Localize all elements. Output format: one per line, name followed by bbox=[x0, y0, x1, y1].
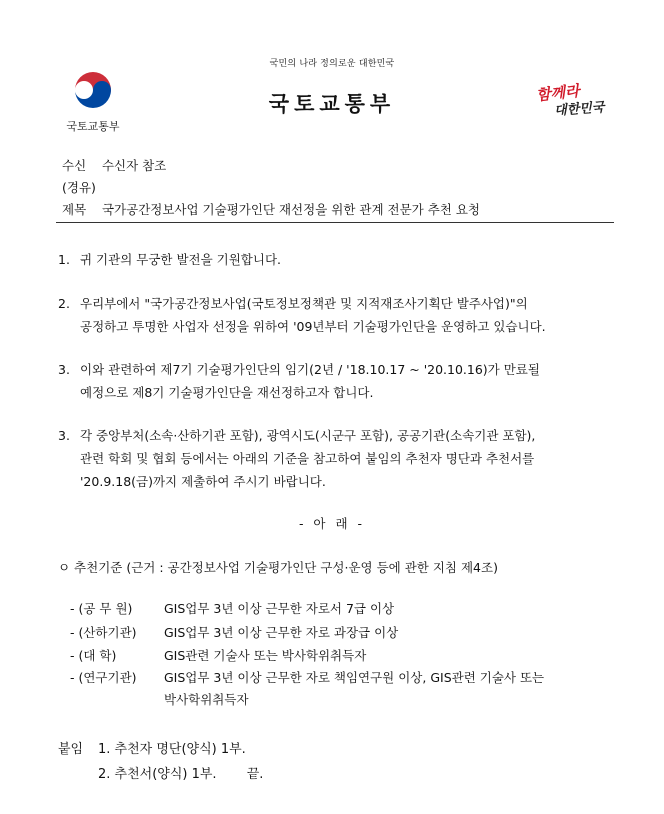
via-row bbox=[62, 178, 96, 196]
paragraph-2 bbox=[58, 292, 618, 338]
criteria-text: GIS관련 기술사 또는 박사학위취득자 bbox=[164, 648, 367, 663]
criteria-category: - (대 학) bbox=[70, 648, 117, 663]
paragraph-1 bbox=[58, 248, 618, 271]
slogan-emblem bbox=[534, 82, 606, 122]
p3-number: 3. bbox=[58, 362, 70, 377]
end-mark: 끝. bbox=[246, 767, 264, 782]
criteria-text: GIS업무 3년 이상 근무한 자로 과장급 이상 bbox=[164, 625, 399, 640]
criteria-category: - (산하기관) bbox=[70, 625, 137, 640]
subject-value: 국가공간정보사업 기술평가인단 재선정을 위한 관계 전문가 추천 요청 bbox=[101, 202, 480, 217]
p4-line3: '20.9.18(금)까지 제출하여 주시기 바랍니다. bbox=[80, 474, 326, 489]
subject-row bbox=[62, 200, 480, 218]
emblem-line2: 대한민국 bbox=[553, 100, 605, 119]
criteria-item bbox=[70, 598, 394, 620]
attachment-row-2 bbox=[58, 763, 263, 782]
attachment-row-1 bbox=[58, 738, 246, 757]
p4-number: 3. bbox=[58, 428, 70, 443]
attachment-item-1: 1. 추천자 명단(양식) 1부. bbox=[98, 742, 246, 757]
paragraph-4 bbox=[58, 424, 618, 493]
criteria-item bbox=[70, 645, 366, 667]
criteria-category: - (연구기관) bbox=[70, 670, 137, 685]
below-note: - 아 래 - bbox=[298, 516, 366, 531]
criteria-text: GIS업무 3년 이상 근무한 자로 책임연구원 이상, GIS관련 기술사 또는 bbox=[164, 670, 545, 685]
paragraph-3 bbox=[58, 358, 618, 404]
subject-label: 제목 bbox=[62, 202, 87, 217]
criteria-item bbox=[70, 667, 544, 711]
p2-line1: 우리부에서 "국가공간정보사업(국토정보정책관 및 지적재조사기획단 발주사업)"의 bbox=[80, 296, 528, 311]
p3-line1: 이와 관련하여 제7기 기술평가인단의 임기(2년 / '18.10.17 ~ '20.10.16)가 만료될 bbox=[80, 362, 540, 377]
taegeuk-logo-icon bbox=[71, 68, 115, 112]
ministry-logo bbox=[58, 68, 128, 134]
recipient-row bbox=[62, 156, 166, 174]
criteria-text: GIS업무 3년 이상 근무한 자로서 7급 이상 bbox=[164, 601, 395, 616]
criteria-item bbox=[70, 622, 398, 644]
attachment-item-2: 2. 추천서(양식) 1부. bbox=[98, 767, 217, 782]
p4-line1: 각 중앙부처(소속·산하기관 포함), 광역시도(시군구 포함), 공공기관(소속기관 포함), bbox=[80, 428, 536, 443]
via-label: (경유) bbox=[62, 180, 96, 195]
criteria-heading: ㅇ 추천기준 (근거 : 공간정보사업 기술평가인단 구성·운영 등에 관한 지침 제4조) bbox=[58, 560, 498, 575]
emblem-line1: 함께라 bbox=[535, 81, 581, 105]
ministry-title: 국토교통부 bbox=[268, 92, 396, 116]
logo-label: 국토교통부 bbox=[66, 120, 120, 133]
p2-number: 2. bbox=[58, 296, 70, 311]
recipient-value: 수신자 참조 bbox=[101, 158, 167, 173]
p2-line2: 공정하고 투명한 사업자 선정을 위하여 '09년부터 기술평가인단을 운영하고 있습니다. bbox=[80, 319, 546, 334]
criteria-text-continued: 박사학위취득자 bbox=[164, 692, 249, 707]
attachment-label: 붙임 bbox=[58, 742, 84, 757]
p4-line2: 관련 학회 및 협회 등에서는 아래의 기준을 참고하여 붙임의 추천자 명단과 추천서를 bbox=[80, 451, 535, 466]
p1-line1: 귀 기관의 무궁한 발전을 기원합니다. bbox=[80, 252, 281, 267]
recipient-label: 수신 bbox=[62, 158, 87, 173]
subject-divider bbox=[56, 222, 614, 223]
criteria-category: - (공 무 원) bbox=[70, 601, 133, 616]
p3-line2: 예정으로 제8기 기술평가인단을 재선정하고자 합니다. bbox=[80, 385, 374, 400]
slogan: 국민의 나라 정의로운 대한민국 bbox=[269, 59, 395, 69]
p1-number: 1. bbox=[58, 252, 70, 267]
